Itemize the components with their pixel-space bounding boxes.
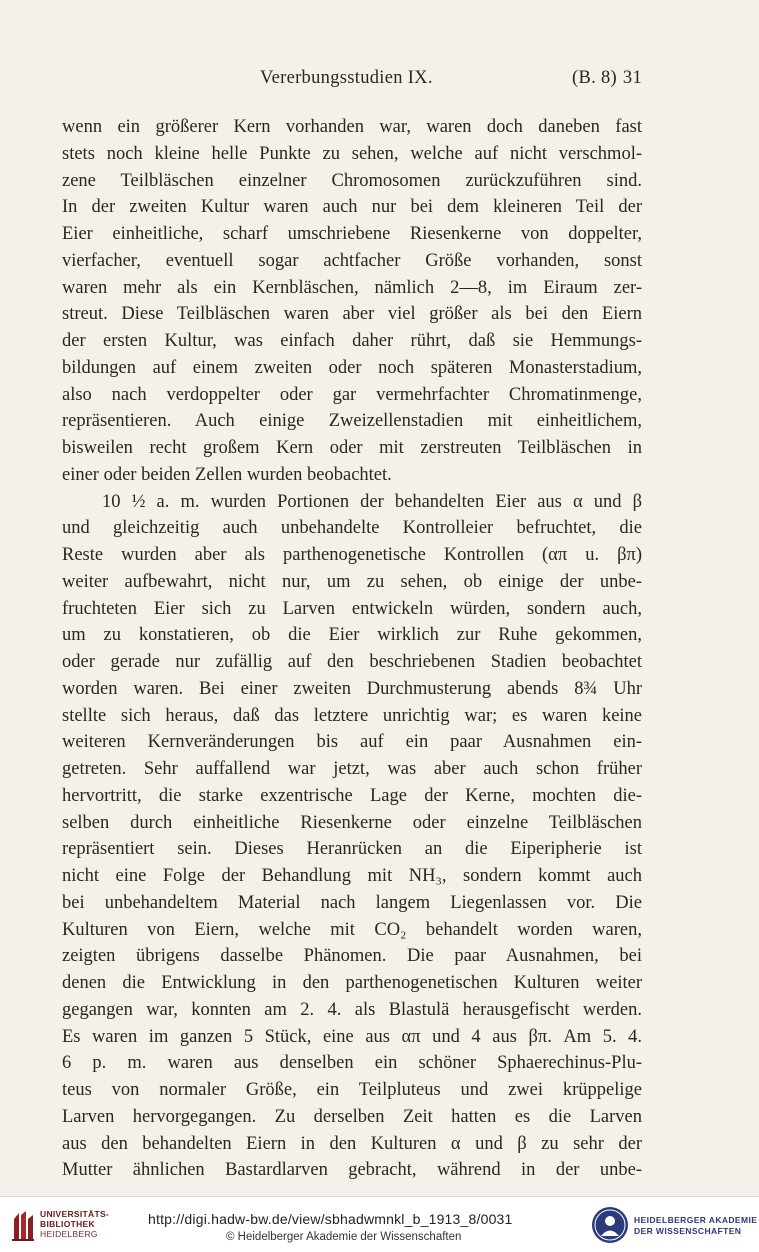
text-line: bei unbehandeltem Material nach langem Liegenlassen vor. Die (62, 892, 642, 913)
academy-name: HEIDELBERGER AKADEMIE DER WISSENSCHAFTEN (634, 1215, 758, 1236)
text-line: hervortritt, die starke exzentrische Lage der Kerne, mochten die- (62, 785, 642, 806)
text-line: denen die Entwicklung in den parthenogenetischen Kulturen weiter (62, 973, 642, 993)
body-text (62, 114, 642, 1184)
running-title: Vererbungsstudien IX. (260, 68, 433, 88)
permalink-url[interactable]: http://digi.hadw-bw.de/view/sbhadwmnkl_b_1913_8/0031 (148, 1211, 513, 1227)
text-line: Reste wurden aber als parthenogenetische Kontrollen (απ u. βπ) (62, 545, 642, 565)
viewer-footer (0, 1196, 759, 1252)
text-line: repräsentiert sein. Dieses Heranrücken an die Eiperipherie ist (62, 839, 642, 860)
text-line: und gleichzeitig auch unbehandelte Kontrolleier befruchtet, die (62, 518, 642, 539)
text-line: weiteren Kernveränderungen bis auf ein paar Ausnahmen ein- (62, 732, 642, 753)
text-line: Eier einheitliche, scharf umschriebene Riesenkerne von doppelter, (62, 224, 642, 244)
text-line: wenn ein größerer Kern vorhanden war, waren doch daneben fast (62, 117, 642, 137)
library-name: UNIVERSITÄTS- BIBLIOTHEK HEIDELBERG (40, 1209, 110, 1239)
text-line: Kulturen von Eiern, welche mit CO₂ behandelt worden waren, (62, 919, 642, 940)
text-line: waren mehr als ein Kernbläschen, nämlich 2—8, im Eiraum zer- (62, 277, 642, 298)
text-line: nicht eine Folge der Behandlung mit NH₃, sondern kommt auch (62, 866, 642, 886)
text-line: stets noch kleine helle Punkte zu sehen, welche auf nicht verschmol- (62, 143, 642, 164)
text-line: repräsentieren. Auch einige Zweizellenstadien mit einheitlichem, (62, 411, 642, 432)
text-line: 10 ½ a. m. wurden Portionen der behandelten Eier aus α und β (102, 491, 642, 512)
text-line: oder gerade nur zufällig auf den beschriebenen Stadien beobachtet (62, 652, 642, 672)
text-line: zene Teilbläschen einzelner Chromosomen zurückzuführen sind. (62, 170, 642, 191)
text-line: selben durch einheitliche Riesenkerne oder einzelne Teilbläschen (62, 812, 642, 833)
university-library-logo-icon (10, 1209, 36, 1243)
text-line: Es waren im ganzen 5 Stück, eine aus απ und 4 aus βπ. Am 5. 4. (62, 1026, 642, 1047)
page-number: 31 (622, 68, 642, 88)
signature-mark: (B. 8) (572, 68, 617, 88)
text-line: getreten. Sehr auffallend war jetzt, was aber auch schon früher (62, 759, 642, 779)
copyright-notice: © Heidelberger Akademie der Wissenschaften (226, 1231, 462, 1243)
text-line: Larven hervorgegangen. Zu derselben Zeit hatten es die Larven (62, 1106, 642, 1127)
text-line: bisweilen recht großem Kern oder mit zerstreuten Teilbläschen in (62, 438, 642, 458)
text-line: Mutter ähnlichen Bastardlarven gebracht, während in der unbe- (62, 1160, 642, 1181)
text-line: In der zweiten Kultur waren auch nur bei dem kleineren Teil der (62, 197, 642, 218)
text-line: zeigten übrigens dasselbe Phänomen. Die paar Ausnahmen, bei (62, 946, 642, 967)
text-line: vierfacher, eventuell sogar achtfacher Größe vorhanden, sonst (62, 250, 642, 271)
text-line: stellte sich heraus, daß das letztere unrichtig war; es waren keine (62, 705, 642, 726)
academy-seal-icon (590, 1205, 630, 1245)
text-line: streut. Diese Teilbläschen waren aber viel größer als bei den Eiern (62, 304, 642, 325)
text-line: teus von normaler Größe, ein Teilpluteus und zwei krüppelige (62, 1080, 642, 1100)
text-line: einer oder beiden Zellen wurden beobachtet. (62, 464, 392, 485)
text-line: 6 p. m. waren aus denselben ein schöner Sphaerechinus-Plu- (62, 1053, 642, 1074)
running-header (62, 68, 642, 94)
text-line: weiter aufbewahrt, nicht nur, um zu sehen, ob einige der unbe- (62, 571, 642, 592)
text-line: also nach verdoppelter oder gar vermehrfachter Chromatinmenge, (62, 384, 642, 405)
text-line: worden waren. Bei einer zweiten Durchmusterung abends 8¾ Uhr (62, 678, 642, 699)
text-line: aus den behandelten Eiern in den Kulturen α und β zu sehr der (62, 1133, 642, 1154)
text-line: um zu konstatieren, ob die Eier wirklich zur Ruhe gekommen, (62, 625, 642, 646)
text-line: fruchteten Eier sich zu Larven entwickeln würden, sondern auch, (62, 598, 642, 619)
text-line: bildungen auf einem zweiten oder noch späteren Monasterstadium, (62, 357, 642, 378)
text-line: der ersten Kultur, was einfach daher rührt, daß sie Hemmungs- (62, 331, 642, 351)
text-line: gegangen war, konnten am 2. 4. als Blastulä herausgefischt werden. (62, 999, 642, 1020)
